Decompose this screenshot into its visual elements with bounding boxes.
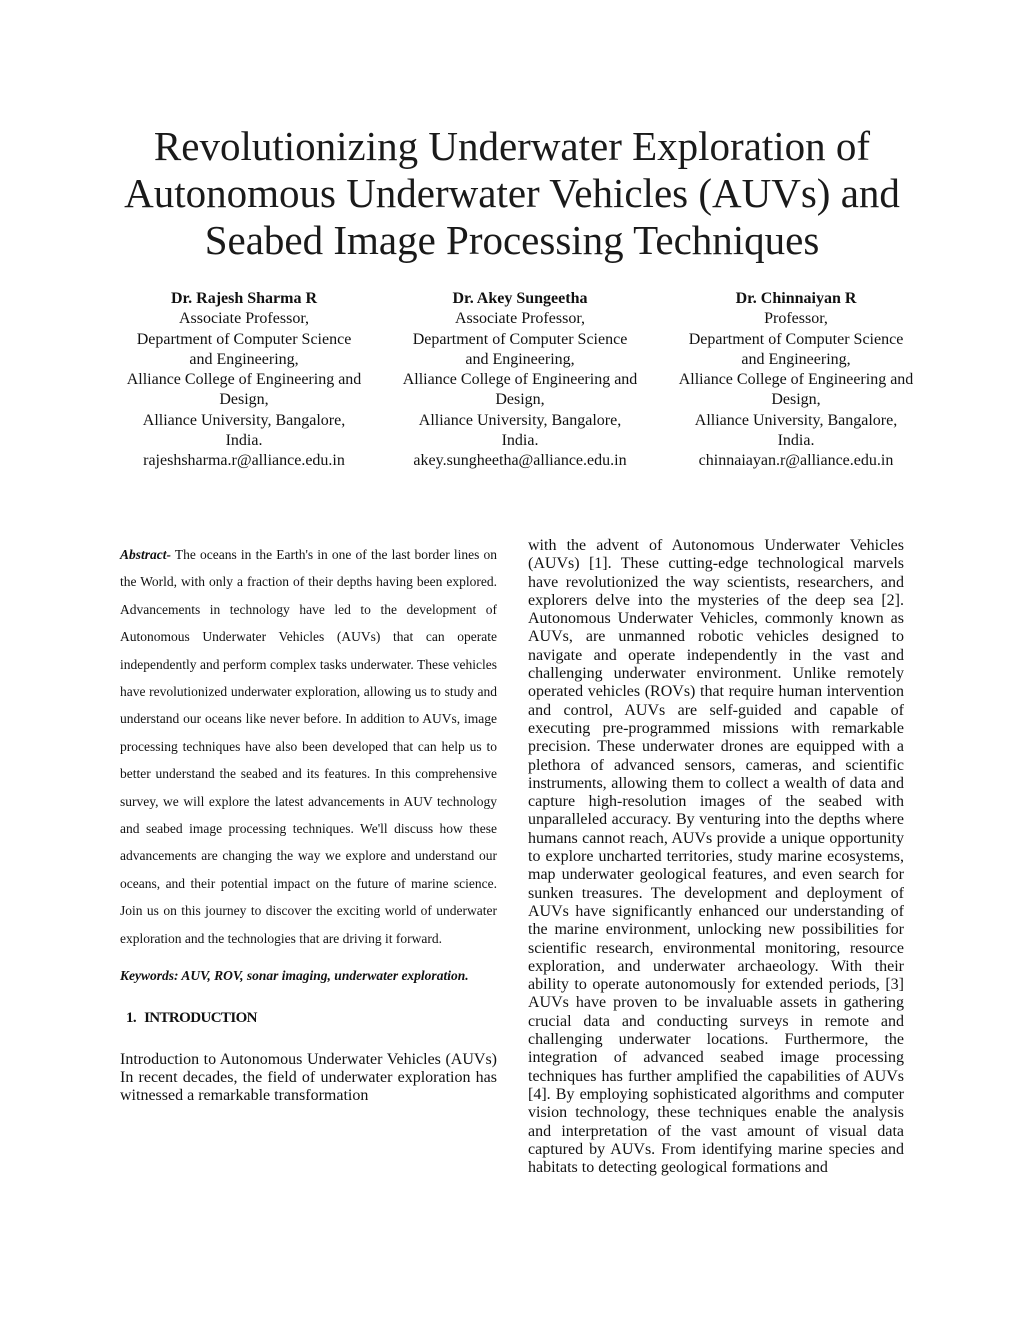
author-name: Dr. Chinnaiyan R (735, 290, 857, 307)
author-block-1 (109, 289, 379, 472)
author-university: Alliance University, Bangalore, (418, 411, 622, 429)
author-university: India. (777, 432, 815, 450)
author-department: Department of Computer Science (688, 330, 904, 348)
abstract (120, 541, 497, 952)
author-university: India. (225, 432, 263, 450)
author-email: chinnaiayan.r@alliance.edu.in (698, 452, 894, 470)
intro-paragraph-left: Introduction to Autonomous Underwater Vehicles (AUVs) In recent decades, the field of underwater exploration has witnessed a remarkable transformation (120, 1050, 497, 1104)
author-block-3 (661, 289, 931, 472)
keywords: Keywords: AUV, ROV, sonar imaging, underwater exploration. (120, 968, 469, 984)
author-university: Alliance University, Bangalore, (142, 411, 346, 429)
paper-title (0, 123, 1024, 264)
author-department: Department of Computer Science (412, 330, 628, 348)
author-email: rajeshsharma.r@alliance.edu.in (143, 452, 345, 470)
title-line: Seabed Image Processing Techniques (204, 217, 820, 263)
author-department: and Engineering, (189, 350, 299, 368)
title-line: Autonomous Underwater Vehicles (AUVs) and (124, 170, 900, 216)
author-university: Alliance University, Bangalore, (694, 411, 898, 429)
author-block-2 (385, 289, 655, 472)
section-heading (126, 1010, 497, 1027)
section-number: 1. (126, 1009, 137, 1026)
author-department: and Engineering, (465, 350, 575, 368)
abstract-label: Abstract- (120, 547, 172, 562)
author-department: and Engineering, (741, 350, 851, 368)
intro-paragraph-right: with the advent of Autonomous Underwater Vehicles (AUVs) [1]. These cutting-edge technological marvels have revolutionized the way scientists, researchers, and explorers delve into the mysteries of the deep sea [2]. Autonomous Underwater Vehicles, commonly known as AUVs, are unmanned robotic vehicles designed to navigate and operate independently in the vast and challenging underwater environment. Unlike remotely operated vehicles (ROVs) that require human intervention and control, AUVs are self-guided and capable of executing pre-programmed missions with remarkable precision. These underwater drones are equipped with a plethora of advanced sensors, cameras, and scientific instruments, allowing them to collect a wealth of data and capture high-resolution images of the seabed with unparalleled accuracy. By venturing into the depths where humans cannot reach, AUVs provide a unique opportunity to explore uncharted territories, study marine ecosystems, map underwater geological features, and even search for sunken treasures. The development and deployment of AUVs have significantly enhanced our understanding of the marine environment, unlocking new possibilities for scientific research, environmental monitoring, resource exploration, and underwater archaeology. With their ability to operate autonomously for extended periods, [3] AUVs have proven to be invaluable assets in gathering crucial data and conducting surveys in remote and challenging underwater locations. Furthermore, the integration of advanced seabed image processing techniques has further amplified the capabilities of AUVs [4]. By employing sophisticated algorithms and computer vision technology, these techniques enable the analysis and interpretation of the vast amount of visual data captured by AUVs. From identifying marine species and habitats to detecting geological formations and (528, 537, 904, 1177)
author-college: Alliance College of Engineering and (402, 371, 638, 389)
author-department: Department of Computer Science (136, 330, 352, 348)
section-title: INTRODUCTION (144, 1009, 257, 1026)
author-college: Design, (495, 391, 545, 409)
author-name: Dr. Akey Sungeetha (452, 290, 588, 307)
author-college: Design, (771, 391, 821, 409)
author-college: Alliance College of Engineering and (678, 371, 914, 389)
author-university: India. (501, 432, 539, 450)
abstract-text: The oceans in the Earth's in one of the last border lines on the World, with only a fraction of their depths having been explored. Advancements in technology have led to the development of Autonomous Underwater Vehicles (AUVs) that can operate independently and perform complex tasks underwater. These vehicles have revolutionized underwater exploration, allowing us to study and understand our oceans like never before. In addition to AUVs, image processing techniques have also been developed that can help us to better understand the seabed and its features. In this comprehensive survey, we will explore the latest advancements in AUV technology and seabed image processing techniques. We'll discuss how these advancements are changing the way we explore and understand our oceans, and their potential impact on the future of marine science. Join us on this journey to discover the exciting world of underwater exploration and the technologies that are driving it forward. (120, 547, 497, 946)
author-name: Dr. Rajesh Sharma R (170, 290, 318, 307)
title-line: Revolutionizing Underwater Exploration of (153, 123, 871, 169)
left-column (120, 541, 497, 1105)
author-college: Design, (219, 391, 269, 409)
author-role: Associate Professor, (455, 310, 585, 328)
author-role: Professor, (764, 310, 828, 328)
author-role: Associate Professor, (179, 310, 309, 328)
author-email: akey.sungheetha@alliance.edu.in (413, 452, 627, 470)
author-college: Alliance College of Engineering and (126, 371, 362, 389)
